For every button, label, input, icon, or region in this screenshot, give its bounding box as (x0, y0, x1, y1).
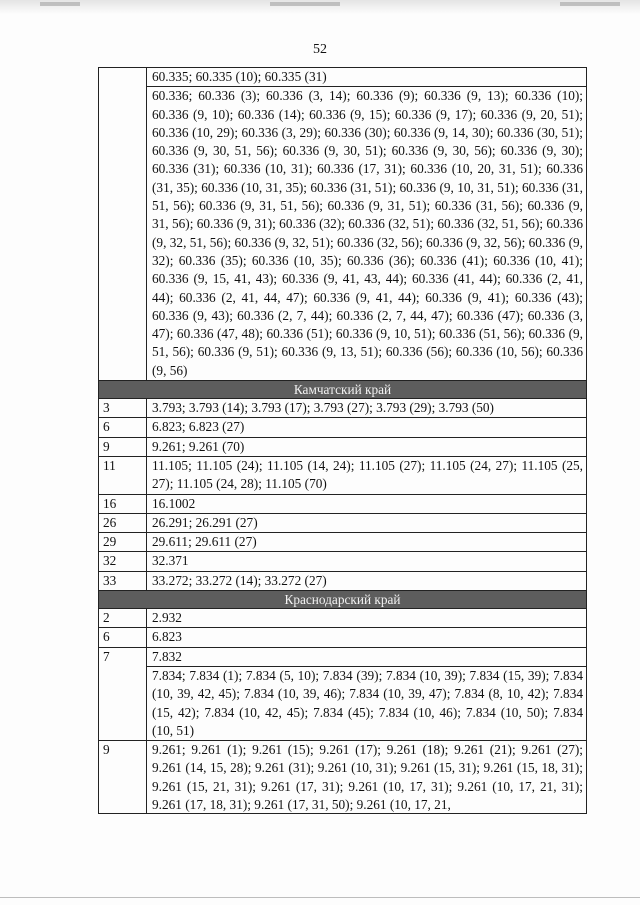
codes-cell: 6.823 (147, 628, 587, 647)
region-header-kamchatka (99, 381, 587, 399)
table-row (99, 628, 587, 647)
table-row (99, 68, 587, 87)
codes-cell: 32.371 (147, 552, 587, 571)
region-title: Краснодарский край (99, 591, 587, 609)
code-cell: 29 (99, 533, 147, 552)
code-cell: 3 (99, 399, 147, 418)
table-row (99, 513, 587, 532)
codes-cell: 29.611; 29.611 (27) (147, 533, 587, 552)
code-cell: 16 (99, 494, 147, 513)
codes-cell: 11.105; 11.105 (24); 11.105 (14, 24); 11.105 (27); 11.105 (24, 27); 11.105 (25, 27); 11.105 (24, 28); 11.105 (70) (147, 456, 587, 494)
codes-cell: 33.272; 33.272 (14); 33.272 (27) (147, 571, 587, 590)
codes-cell: 26.291; 26.291 (27) (147, 513, 587, 532)
codes-cell: 2.932 (147, 609, 587, 628)
codes-table (98, 67, 587, 814)
codes-cell: 6.823; 6.823 (27) (147, 418, 587, 437)
code-cell: 7 (99, 647, 147, 740)
table-row (99, 418, 587, 437)
code-cell: 32 (99, 552, 147, 571)
codes-cell-continued (147, 741, 587, 814)
code-cell: 33 (99, 571, 147, 590)
codes-cell: 16.1002 (147, 494, 587, 513)
codes-cell: 7.832 (147, 647, 587, 666)
table-row (99, 552, 587, 571)
codes-cell: 9.261; 9.261 (70) (147, 437, 587, 456)
table-row (99, 571, 587, 590)
table-row (99, 437, 587, 456)
region-header-krasnodar (99, 591, 587, 609)
table-row (99, 456, 587, 494)
table-row (99, 399, 587, 418)
codes-cell: 3.793; 3.793 (14); 3.793 (17); 3.793 (27); 3.793 (29); 3.793 (50) (147, 399, 587, 418)
page-number: 52 (313, 42, 327, 57)
code-cell: 26 (99, 513, 147, 532)
table-row (99, 533, 587, 552)
codes-cell: 60.335; 60.335 (10); 60.335 (31) (147, 68, 587, 87)
code-cell: 6 (99, 628, 147, 647)
table-row (99, 666, 587, 740)
page-edge (0, 897, 640, 898)
code-cell: 9 (99, 437, 147, 456)
codes-cell: 60.336; 60.336 (3); 60.336 (3, 14); 60.336 (9); 60.336 (9, 13); 60.336 (10); 60.336 (9, 10); 60.336 (14); 60.336 (9, 15); 60.336 (9, 17); 60.336 (9, 20, 51); 60.336 (10, 29); 60.336 (3, 29); 60.336 (30); 60.336 (9, 14, 30); 60.336 (30, 51); 60.336 (9, 30, 51, 56); 60.336 (9, 30, 51); 60.336 (9, 30, 56); 60.336 (9, 30); 60.336 (31); 60.336 (10, 31); 60.336 (17, 31); 60.336 (10, 20, 31, 51); 60.336 (31, 35); 60.336 (10, 31, 35); 60.336 (31, 51); 60.336 (9, 10, 31, 51); 60.336 (31, 51, 56); 60.336 (9, 31, 51, 56); 60.336 (9, 31, 51); 60.336 (31, 56); 60.336 (9, 31, 56); 60.336 (9, 31); 60.336 (32); 60.336 (32, 51); 60.336 (32, 51, 56); 60.336 (9, 32, 51, 56); 60.336 (9, 32, 51); 60.336 (32, 56); 60.336 (9, 32, 56); 60.336 (9, 32); 60.336 (35); 60.336 (10, 35); 60.336 (36); 60.336 (41); 60.336 (10, 41); 60.336 (9, 15, 41, 43); 60.336 (9, 41, 43, 44); 60.336 (41, 44); 60.336 (2, 41, 44); 60.336 (2, 41, 44, 47); 60.336 (9, 41, 44); 60.336 (9, 41); 60.336 (43); 60.336 (9, 43); 60.336 (2, 7, 44); 60.336 (2, 7, 44, 47); 60.336 (47); 60.336 (3, 47); 60.336 (47, 48); 60.336 (51); 60.336 (9, 10, 51); 60.336 (51, 56); 60.336 (9, 51, 56); 60.336 (9, 51); 60.336 (9, 13, 51); 60.336 (56); 60.336 (10, 56); 60.336 (9, 56) (147, 87, 587, 381)
code-cell: 11 (99, 456, 147, 494)
code-cell: 2 (99, 609, 147, 628)
region-title: Камчатский край (99, 381, 587, 399)
codes-cell: 7.834; 7.834 (1); 7.834 (5, 10); 7.834 (39); 7.834 (10, 39); 7.834 (15, 39); 7.834 (10, 39, 42, 45); 7.834 (10, 39, 46); 7.834 (10, 39, 47); 7.834 (8, 10, 42); 7.834 (15, 42); 7.834 (10, 42, 45); 7.834 (45); 7.834 (10, 46); 7.834 (10, 50); 7.834 (10, 51) (147, 666, 587, 740)
continued-text: 9.261; 9.261 (1); 9.261 (15); 9.261 (17); 9.261 (18); 9.261 (21); 9.261 (27); 9.261 (14, 15, 28); 9.261 (31); 9.261 (10, 31); 9.261 (15, 31); 9.261 (15, 18, 31); 9.261 (15, 21, 31); 9.261 (17, 31); 9.261 (10, 17, 31); 9.261 (10, 17, 21, 31); 9.261 (17, 18, 31); 9.261 (17, 31, 50); 9.261 (10, 17, 21, (152, 742, 583, 812)
table-row (99, 494, 587, 513)
code-cell: 6 (99, 418, 147, 437)
scan-artifact (560, 2, 620, 6)
scan-artifact (40, 2, 80, 6)
code-cell: 9 (99, 741, 147, 814)
code-cell (99, 68, 147, 381)
table-row (99, 609, 587, 628)
table-row (99, 87, 587, 381)
scan-artifact (270, 2, 340, 6)
table-row (99, 647, 587, 666)
table-row (99, 741, 587, 814)
